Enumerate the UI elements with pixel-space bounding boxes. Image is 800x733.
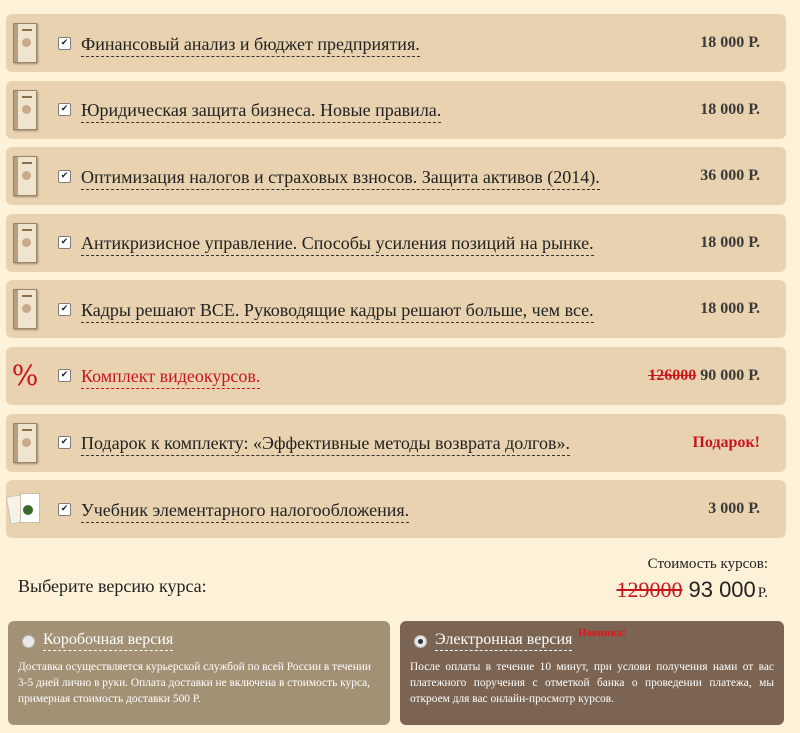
option-box-version[interactable]: [8, 621, 390, 725]
course-row-financial-analysis[interactable]: [6, 14, 786, 72]
course-price: 36 000 Р.: [700, 167, 760, 185]
gift-label: Подарок!: [692, 433, 760, 451]
book-icon: [13, 223, 37, 263]
course-title[interactable]: Подарок к комплекту: «Эффективные методы возврата долгов».: [81, 433, 570, 456]
book-icon: [13, 156, 37, 196]
option-title[interactable]: Коробочная версия: [43, 631, 173, 651]
course-title[interactable]: Оптимизация налогов и страховых взносов. Защита активов (2014).: [81, 167, 600, 190]
radio-box-version[interactable]: [22, 635, 35, 648]
new-badge: Новинка!: [578, 627, 626, 639]
book-icon: [13, 423, 37, 463]
course-price: 18 000 Р.: [700, 100, 760, 118]
course-checkbox[interactable]: ✔: [58, 170, 71, 183]
option-description: После оплаты в течение 10 минут, при услови получения нами от вас платежного поручения с отметкой банка о проведении платежа, мы откроем для вас онлайн-просмотр курсов.: [410, 661, 774, 705]
option-description: Доставка осуществляется курьерской службой по всей России в течении 3-5 дней лично в руки. Оплата доставки не включена в стоимость курса, примерная стоимость доставки 500 Р.: [18, 661, 371, 705]
old-total: 129000: [616, 577, 683, 602]
course-checkbox[interactable]: ✔: [58, 303, 71, 316]
course-price: 18 000 Р.: [700, 300, 760, 318]
course-checkbox[interactable]: ✔: [58, 369, 71, 382]
option-title[interactable]: Электронная версия: [435, 631, 572, 651]
book-icon: [13, 289, 37, 329]
course-checkbox[interactable]: ✔: [58, 236, 71, 249]
course-row-personnel[interactable]: [6, 280, 786, 338]
new-total: 93 000: [688, 577, 756, 602]
percent-icon: %: [11, 358, 39, 392]
currency: Р.: [757, 585, 768, 601]
radio-electronic-version[interactable]: [414, 635, 427, 648]
total-cost: [616, 556, 768, 603]
course-row-legal-protection[interactable]: [6, 81, 786, 139]
course-title[interactable]: Кадры решают ВСЕ. Руководящие кадры решают больше, чем все.: [81, 300, 594, 323]
course-checkbox[interactable]: ✔: [58, 436, 71, 449]
course-price: [648, 367, 760, 385]
course-row-video-bundle[interactable]: [6, 347, 786, 405]
course-title[interactable]: Юридическая защита бизнеса. Новые правила.: [81, 100, 441, 123]
course-row-textbook[interactable]: [6, 480, 786, 538]
course-checkbox[interactable]: ✔: [58, 503, 71, 516]
course-title[interactable]: Финансовый анализ и бюджет предприятия.: [81, 34, 420, 57]
course-title[interactable]: Антикризисное управление. Способы усиления позиций на рынке.: [81, 233, 594, 256]
new-price: 90 000 Р.: [700, 366, 760, 384]
course-row-gift[interactable]: [6, 414, 786, 472]
old-price: 126000: [648, 366, 697, 384]
course-list: [6, 14, 786, 547]
course-checkbox[interactable]: ✔: [58, 103, 71, 116]
course-title[interactable]: Комплект видеокурсов.: [81, 366, 260, 389]
cost-label: Стоимость курсов:: [647, 556, 768, 572]
book-icon: [13, 90, 37, 130]
option-electronic-version[interactable]: [400, 621, 784, 725]
book-icon: [13, 23, 37, 63]
course-price: 18 000 Р.: [700, 34, 760, 51]
papers-icon: [8, 491, 42, 527]
course-price: 18 000 Р.: [700, 233, 760, 251]
course-title[interactable]: Учебник элементарного налогообложения.: [81, 500, 409, 523]
course-price: 3 000 Р.: [708, 500, 760, 518]
choose-version-label: Выберите версию курса:: [18, 576, 207, 596]
course-checkbox[interactable]: ✔: [58, 37, 71, 50]
course-row-tax-optimization[interactable]: [6, 147, 786, 205]
course-row-crisis-management[interactable]: [6, 214, 786, 272]
